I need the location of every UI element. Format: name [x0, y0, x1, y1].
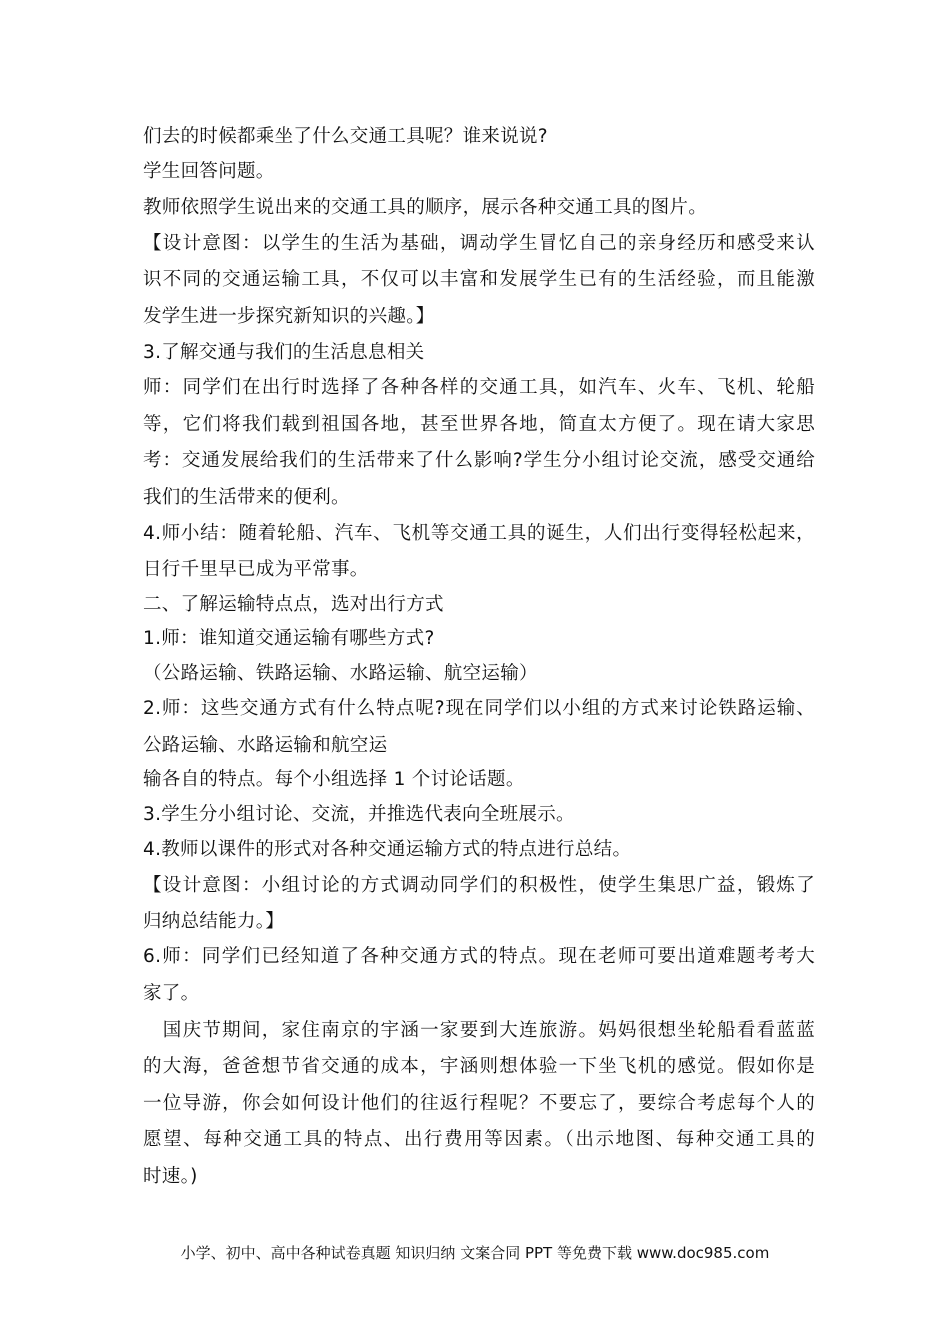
- text-line: 愿望、每种交通工具的特点、出行费用等因素。（出示地图、每种交通工具的: [143, 1129, 815, 1150]
- text-line: （公路运输、铁路运输、水路运输、航空运输）: [143, 663, 538, 684]
- text-line: 4.教师以课件的形式对各种交通运输方式的特点进行总结。: [143, 839, 632, 860]
- text-line: 考：交通发展给我们的生活带来了什么影响?学生分小组讨论交流，感受交通给: [143, 450, 815, 471]
- text-line: 家了。: [143, 983, 200, 1004]
- text-line: 等，它们将我们载到祖国各地，甚至世界各地，简直太方便了。现在请大家思: [143, 414, 815, 435]
- text-line: 学生回答问题。: [143, 161, 275, 182]
- text-line: 【设计意图：小组讨论的方式调动同学们的积极性，使学生集思广益，锻炼了: [143, 875, 815, 896]
- text-line: 归纳总结能力。】: [143, 911, 285, 932]
- text-line: 国庆节期间，家住南京的宇涵一家要到大连旅游。妈妈很想坐轮船看看蓝蓝: [143, 1020, 815, 1041]
- text-line: 我们的生活带来的便利。: [143, 487, 350, 508]
- text-line: 一位导游，你会如何设计他们的往返行程呢？不要忘了，要综合考虑每个人的: [143, 1093, 815, 1114]
- text-line: 输各自的特点。每个小组选择 1 个讨论话题。: [143, 769, 525, 790]
- text-line: 的大海，爸爸想节省交通的成本，宇涵则想体验一下坐飞机的感觉。假如你是: [143, 1056, 815, 1077]
- text-line: 们去的时候都乘坐了什么交通工具呢？谁来说说?: [143, 126, 548, 147]
- text-line: 时速。): [143, 1166, 198, 1187]
- text-line: 【设计意图：以学生的生活为基础，调动学生冒忆自己的亲身经历和感受来认: [143, 233, 815, 254]
- section-heading: 二、了解运输特点点，选对出行方式: [143, 594, 444, 615]
- text-line: 公路运输、水路运输和航空运: [143, 735, 388, 756]
- text-line: 教师依照学生说出来的交通工具的顺序，展示各种交通工具的图片。: [143, 197, 708, 218]
- text-line: 2.师：这些交通方式有什么特点呢?现在同学们以小组的方式来讨论铁路运输、: [143, 698, 815, 719]
- section-heading: 3.了解交通与我们的生活息息相关: [143, 342, 425, 363]
- text-line: 师：同学们在出行时选择了各种各样的交通工具，如汽车、火车、飞机、轮船: [143, 377, 815, 398]
- text-line: 3.学生分小组讨论、交流，并推选代表向全班展示。: [143, 804, 575, 825]
- text-line: 1.师：谁知道交通运输有哪些方式?: [143, 628, 435, 649]
- text-line: 4.师小结：随着轮船、汽车、飞机等交通工具的诞生，人们出行变得轻松起来，: [143, 523, 815, 544]
- text-line: 6.师：同学们已经知道了各种交通方式的特点。现在老师可要出道难题考考大: [143, 946, 815, 967]
- page-footer: 小学、初中、高中各种试卷真题 知识归纳 文案合同 PPT 等免费下载 www.doc985.com: [180, 1244, 770, 1262]
- text-line: 识不同的交通运输工具，不仅可以丰富和发展学生已有的生活经验，而且能激: [143, 269, 815, 290]
- text-line: 日行千里早已成为平常事。: [143, 559, 369, 580]
- text-line: 发学生进一步探究新知识的兴趣。】: [143, 306, 435, 327]
